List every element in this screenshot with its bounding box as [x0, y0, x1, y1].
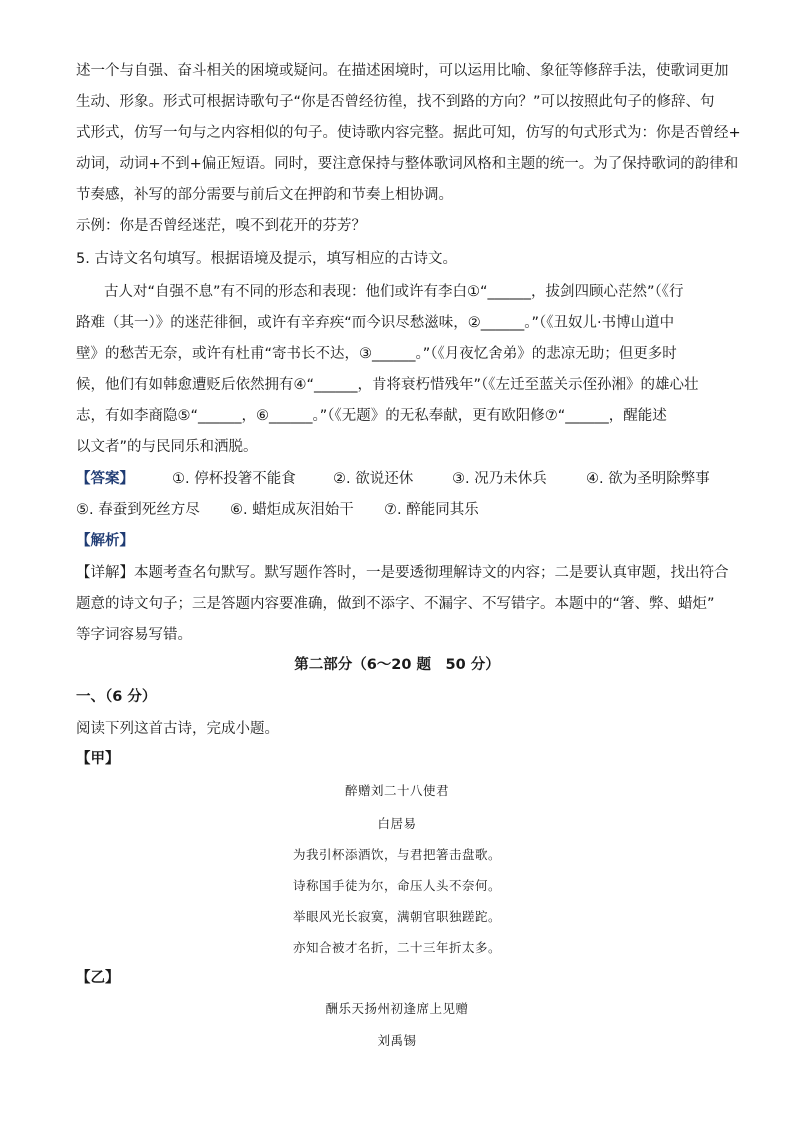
poem-jia-line-2: 诗称国手徒为尔，命压人头不奈何。: [292, 878, 501, 893]
poem-yi-title: 酬乐天扬州初逢席上见赠: [325, 1001, 469, 1016]
q5-para-line-6: 以文者”的与民同乐和洒脱。: [76, 439, 258, 455]
answer-item: ②. 欲说还休: [333, 471, 414, 487]
detail-line-1: 【详解】本题考查名句默写。默写题作答时，一是要透彻理解诗文的内容；二是要认真审题，找出符合: [76, 565, 729, 581]
detail-line-3: 等字词容易写错。: [76, 627, 192, 643]
poem-jia-author: 白居易: [377, 816, 417, 831]
poem-yi-author: 刘禹锡: [377, 1033, 417, 1048]
answer-item: ⑥. 蜡炬成灰泪始干: [230, 502, 354, 518]
q4-analysis-line-5: 节奏感，补写的部分需要与前后文在押韵和节奏上相协调。: [76, 187, 453, 203]
poem-jia-line-1: 为我引杯添酒饮，与君把箸击盘歌。: [292, 847, 501, 862]
q5-para-line-4: 候，他们有如韩愈遭贬后依然拥有④“______，肯将衰朽惜残年”（《左迁至蓝关示侄孙湘》的雄心壮: [76, 377, 699, 393]
answer-item: ⑦. 醉能同其乐: [384, 502, 479, 518]
section-heading: 一、（6 分）: [76, 689, 157, 705]
poem-yi-label: 【乙】: [76, 970, 120, 986]
poem-jia-line-4: 亦知合被才名折，二十三年折太多。: [292, 940, 501, 955]
q5-para-line-1: 古人对“自强不息”有不同的形态和表现：他们或许有李白①“______，拔剑四顾心茫然”（《行: [104, 284, 684, 300]
q4-example: 示例：你是否曾经迷茫，嗅不到花开的芬芳？: [76, 218, 366, 234]
reading-instruction: 阅读下列这首古诗，完成小题。: [76, 721, 279, 737]
part2-heading: 第二部分（6～20 题 50 分）: [294, 657, 500, 673]
answer-item: ⑤. 春蚕到死丝方尽: [76, 502, 200, 518]
analysis-label: 【解析】: [76, 533, 134, 549]
q5-para-line-3: 壁》的愁苦无奈，或许有杜甫“寄书长不达，③______。”（《月夜忆舍弟》的悲凉无助；但更多时: [76, 346, 677, 362]
answer-item: ③. 况乃未休兵: [452, 471, 547, 487]
detail-line-2: 题意的诗文句子；三是答题内容要准确，做到不添字、不漏字、不写错字。本题中的“箸、弊、蜡炬”: [76, 596, 715, 612]
q4-analysis-line-3: 式形式，仿写一句与之内容相似的句子。使诗歌内容完整。据此可知，仿写的句式形式为：你是否曾经+: [76, 125, 741, 141]
q5-title: 5. 古诗文名句填写。根据语境及提示，填写相应的古诗文。: [76, 251, 457, 267]
q5-para-line-2: 路难（其一）》的迷茫徘徊，或许有辛弃疾“而今识尽愁滋味，②______。”（《丑奴儿·书博山道中: [76, 315, 675, 331]
answer-item: ①. 停杯投箸不能食: [172, 471, 296, 487]
poem-jia-title: 醉赠刘二十八使君: [344, 783, 449, 798]
q4-analysis-line-2: 生动、形象。形式可根据诗歌句子“你是否曾经彷徨，找不到路的方向？”可以按照此句子的修辞、句: [76, 94, 715, 110]
q4-analysis-line-1: 述一个与自强、奋斗相关的困境或疑问。在描述困境时，可以运用比喻、象征等修辞手法，使歌词更加: [76, 63, 729, 79]
answer-item: ④. 欲为圣明除弊事: [586, 471, 710, 487]
poem-jia-label: 【甲】: [76, 751, 120, 767]
answer-label: 【答案】: [76, 471, 134, 487]
q5-para-line-5: 志，有如李商隐⑤“______，⑥______。”（《无题》的无私奉献，更有欧阳修⑦“______，醒能述: [76, 408, 667, 424]
q4-analysis-line-4: 动词，动词+不到+偏正短语。同时，要注意保持与整体歌词风格和主题的统一。为了保持歌词的韵律和: [76, 156, 739, 172]
poem-jia-line-3: 举眼风光长寂寞，满朝官职独蹉跎。: [292, 909, 501, 924]
